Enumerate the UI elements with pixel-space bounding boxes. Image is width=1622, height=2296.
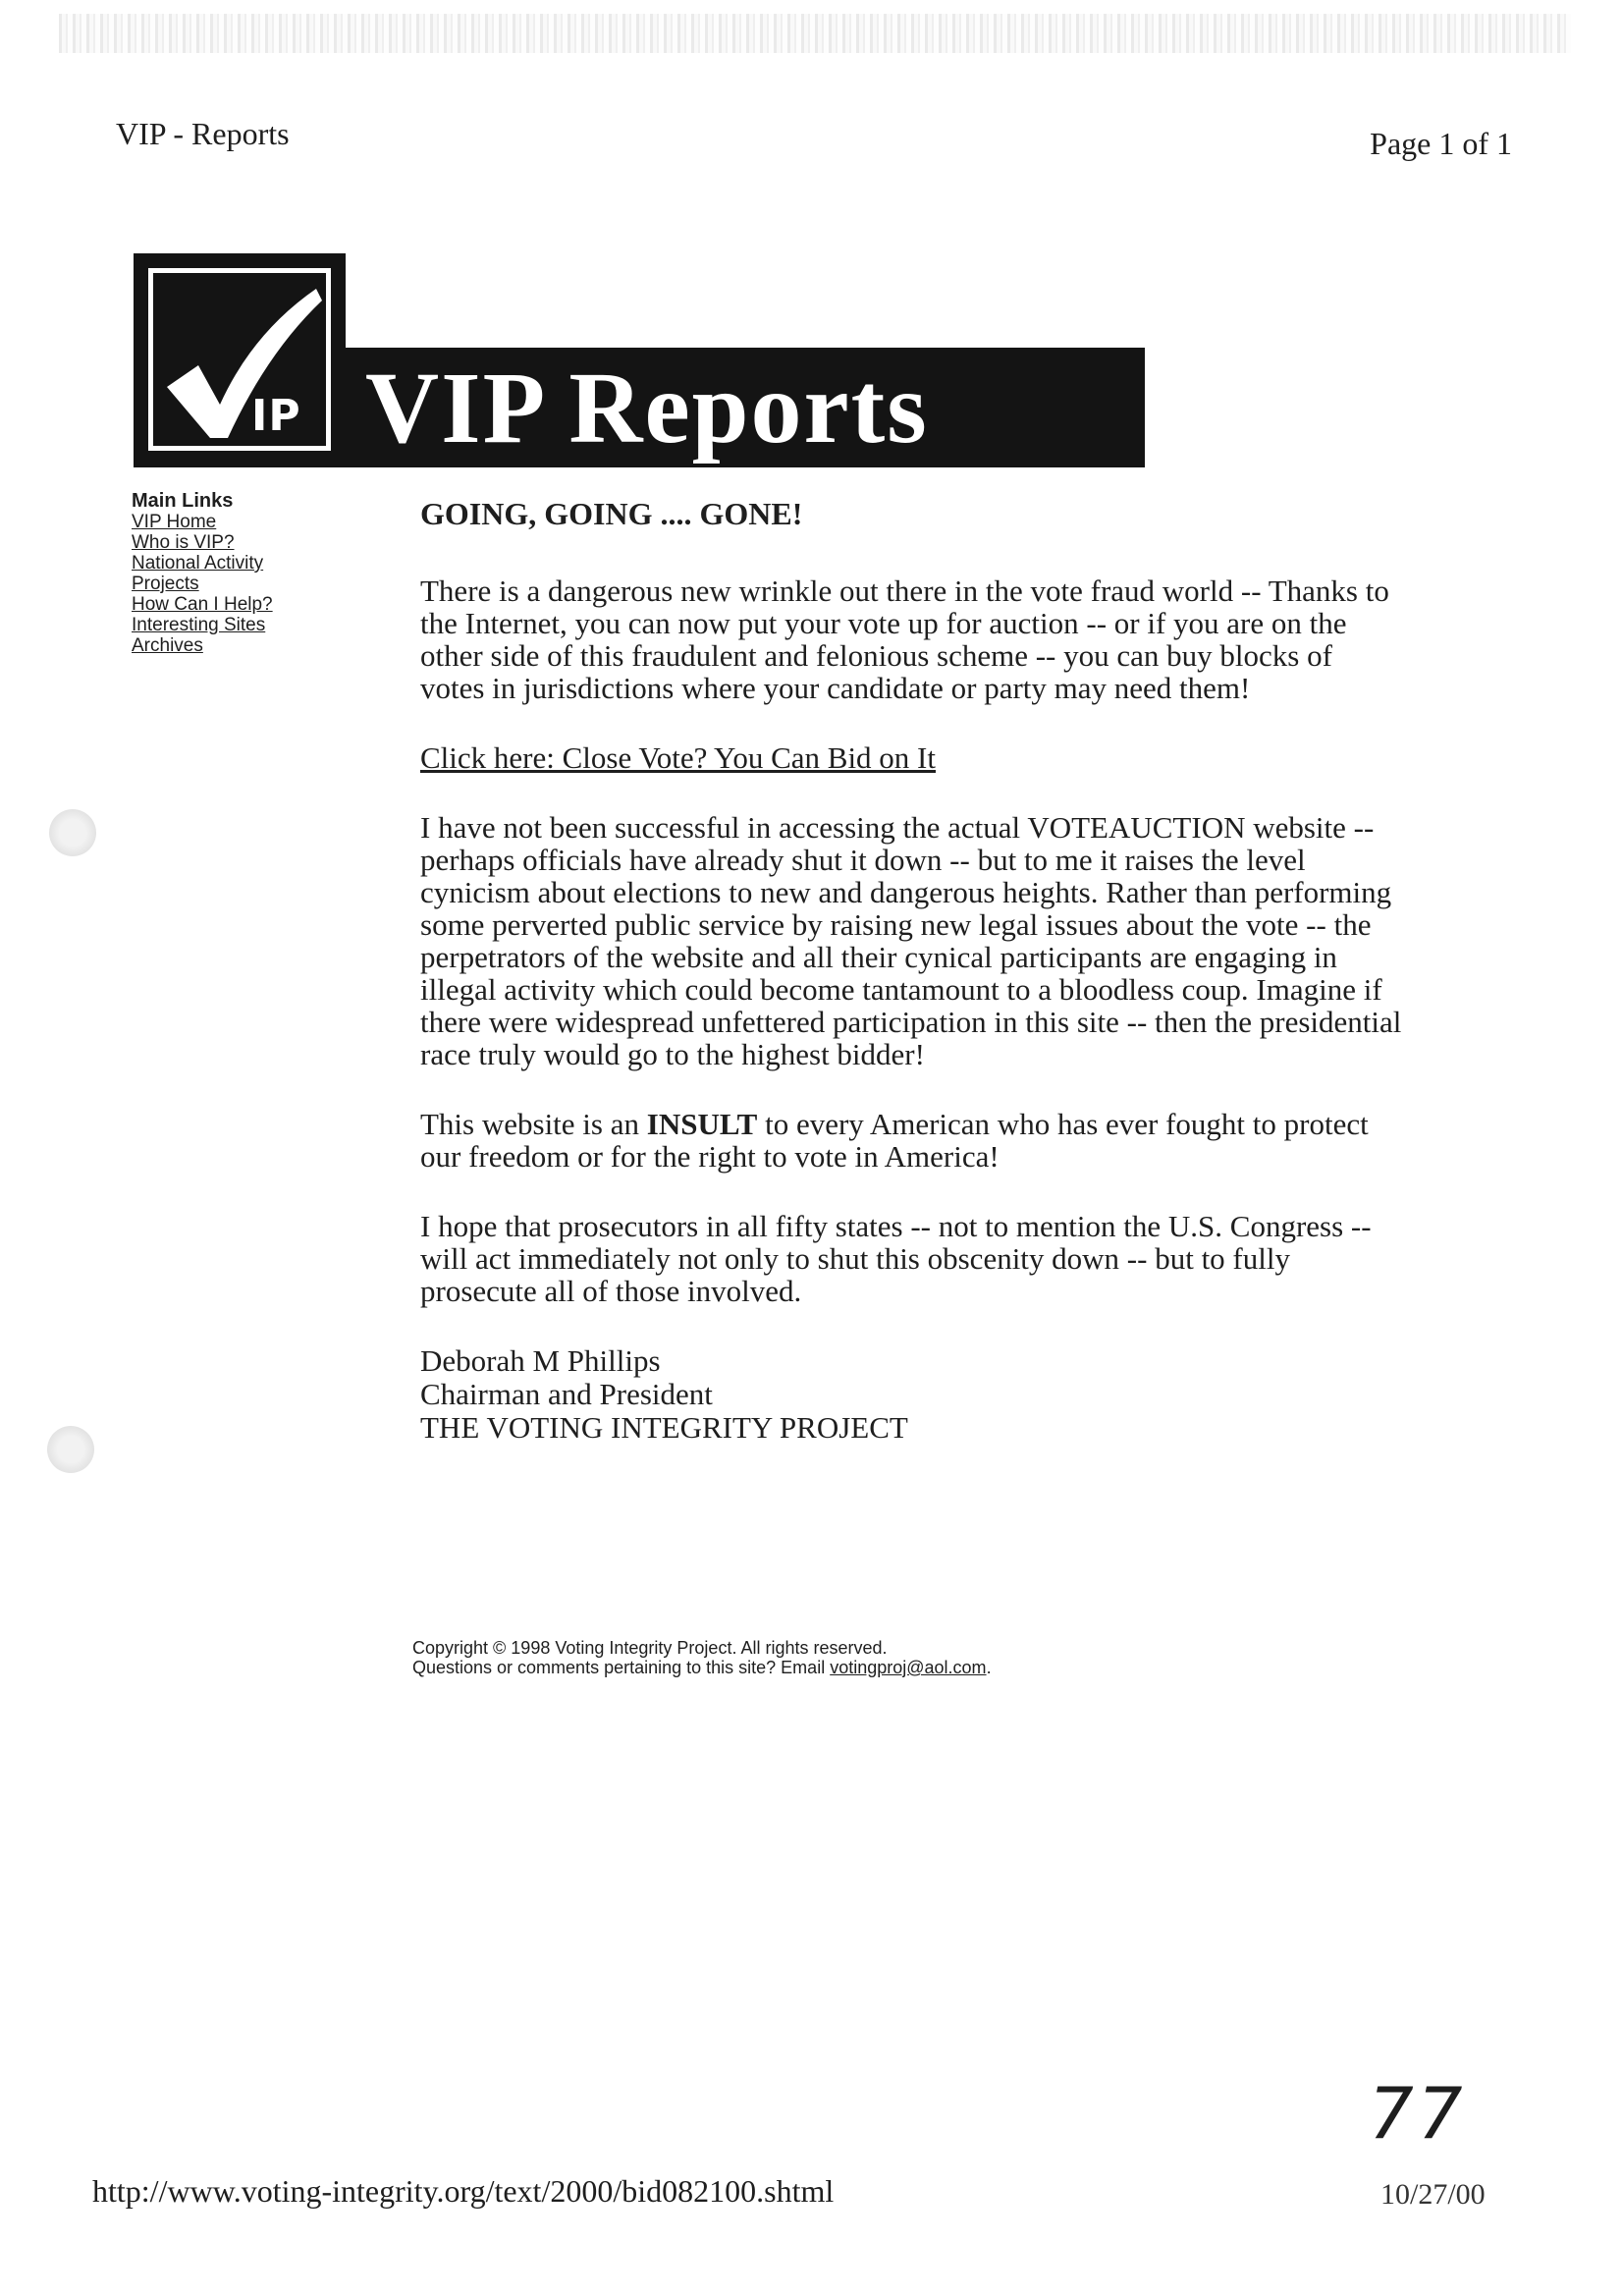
scan-noise-strip bbox=[59, 14, 1571, 53]
site-banner bbox=[134, 253, 1145, 467]
signature-role: Chairman and President bbox=[420, 1377, 713, 1411]
nav-link-national-activity[interactable]: National Activity bbox=[132, 553, 264, 574]
punch-hole bbox=[47, 1426, 94, 1473]
print-header-page: Page 1 of 1 bbox=[1370, 126, 1512, 161]
insult-emphasis: INSULT bbox=[646, 1107, 758, 1141]
main-links-heading: Main Links bbox=[132, 490, 234, 512]
nav-link-who-is-vip[interactable]: Who is VIP? bbox=[132, 532, 235, 553]
signature-block bbox=[420, 1344, 1402, 1445]
article-paragraph-4: I hope that prosecutors in all fifty states -- not to mention the U.S. Congress -- will act immediately not only to shut this obscenity down -- but to fully prosecute all of those involved. bbox=[420, 1209, 1372, 1308]
logo-frame bbox=[148, 268, 331, 451]
vip-logo[interactable] bbox=[134, 253, 346, 462]
contact-line: Questions or comments pertaining to this site? Email votingproj@aol.com. bbox=[412, 1658, 992, 1677]
print-header-title: VIP - Reports bbox=[116, 116, 290, 151]
nav-link-archives[interactable]: Archives bbox=[132, 635, 203, 656]
handwritten-page-number: 77 bbox=[1369, 2072, 1467, 2155]
site-footer bbox=[412, 1638, 1198, 1677]
copyright-notice: Copyright © 1998 Voting Integrity Project. All rights reserved. bbox=[412, 1638, 888, 1658]
main-links-nav bbox=[132, 491, 328, 656]
print-footer-url: http://www.voting-integrity.org/text/2000/bid082100.shtml bbox=[92, 2173, 835, 2209]
signature-org: THE VOTING INTEGRITY PROJECT bbox=[420, 1410, 908, 1445]
article-headline: GOING, GOING .... GONE! bbox=[420, 496, 803, 531]
bid-article-link[interactable]: Click here: Close Vote? You Can Bid on It bbox=[420, 740, 936, 775]
nav-link-interesting-sites[interactable]: Interesting Sites bbox=[132, 615, 266, 635]
nav-link-how-can-i-help[interactable]: How Can I Help? bbox=[132, 594, 273, 615]
email-link[interactable]: votingproj@aol.com bbox=[830, 1658, 987, 1677]
logo-letters: IP bbox=[251, 391, 301, 441]
article-paragraph-3: This website is an INSULT to every American who has ever fought to protect our freedom or for the right to vote in America! bbox=[420, 1107, 1369, 1174]
punch-hole bbox=[49, 809, 96, 856]
signature-name: Deborah M Phillips bbox=[420, 1343, 661, 1378]
print-footer-date: 10/27/00 bbox=[1380, 2178, 1486, 2211]
article-paragraph-2: I have not been successful in accessing the actual VOTEAUCTION website -- perhaps officials have already shut it down -- but to me it raises the level cynicism about elections to new and dangerous heights. Rather than performing some perverted public service by raising new legal issues about the vote -- the perpetrators of the website and all their cynical participants are engaging in illegal activity which could become tantamount to a bloodless coup. Imagine if there were widespread unfettered participation in this site -- then the presidential race truly would go to the highest bidder! bbox=[420, 810, 1402, 1071]
nav-link-projects[interactable]: Projects bbox=[132, 574, 199, 594]
article-content bbox=[420, 496, 1402, 1445]
article-paragraph-1: There is a dangerous new wrinkle out there in the vote fraud world -- Thanks to the Internet, you can now put your vote up for auction -- or if you are on the other side of this fraudulent and felonious scheme -- you can buy blocks of votes in jurisdictions where your candidate or party may need them! bbox=[420, 574, 1389, 705]
banner-title: VIP Reports bbox=[365, 352, 929, 465]
nav-link-vip-home[interactable]: VIP Home bbox=[132, 512, 217, 532]
